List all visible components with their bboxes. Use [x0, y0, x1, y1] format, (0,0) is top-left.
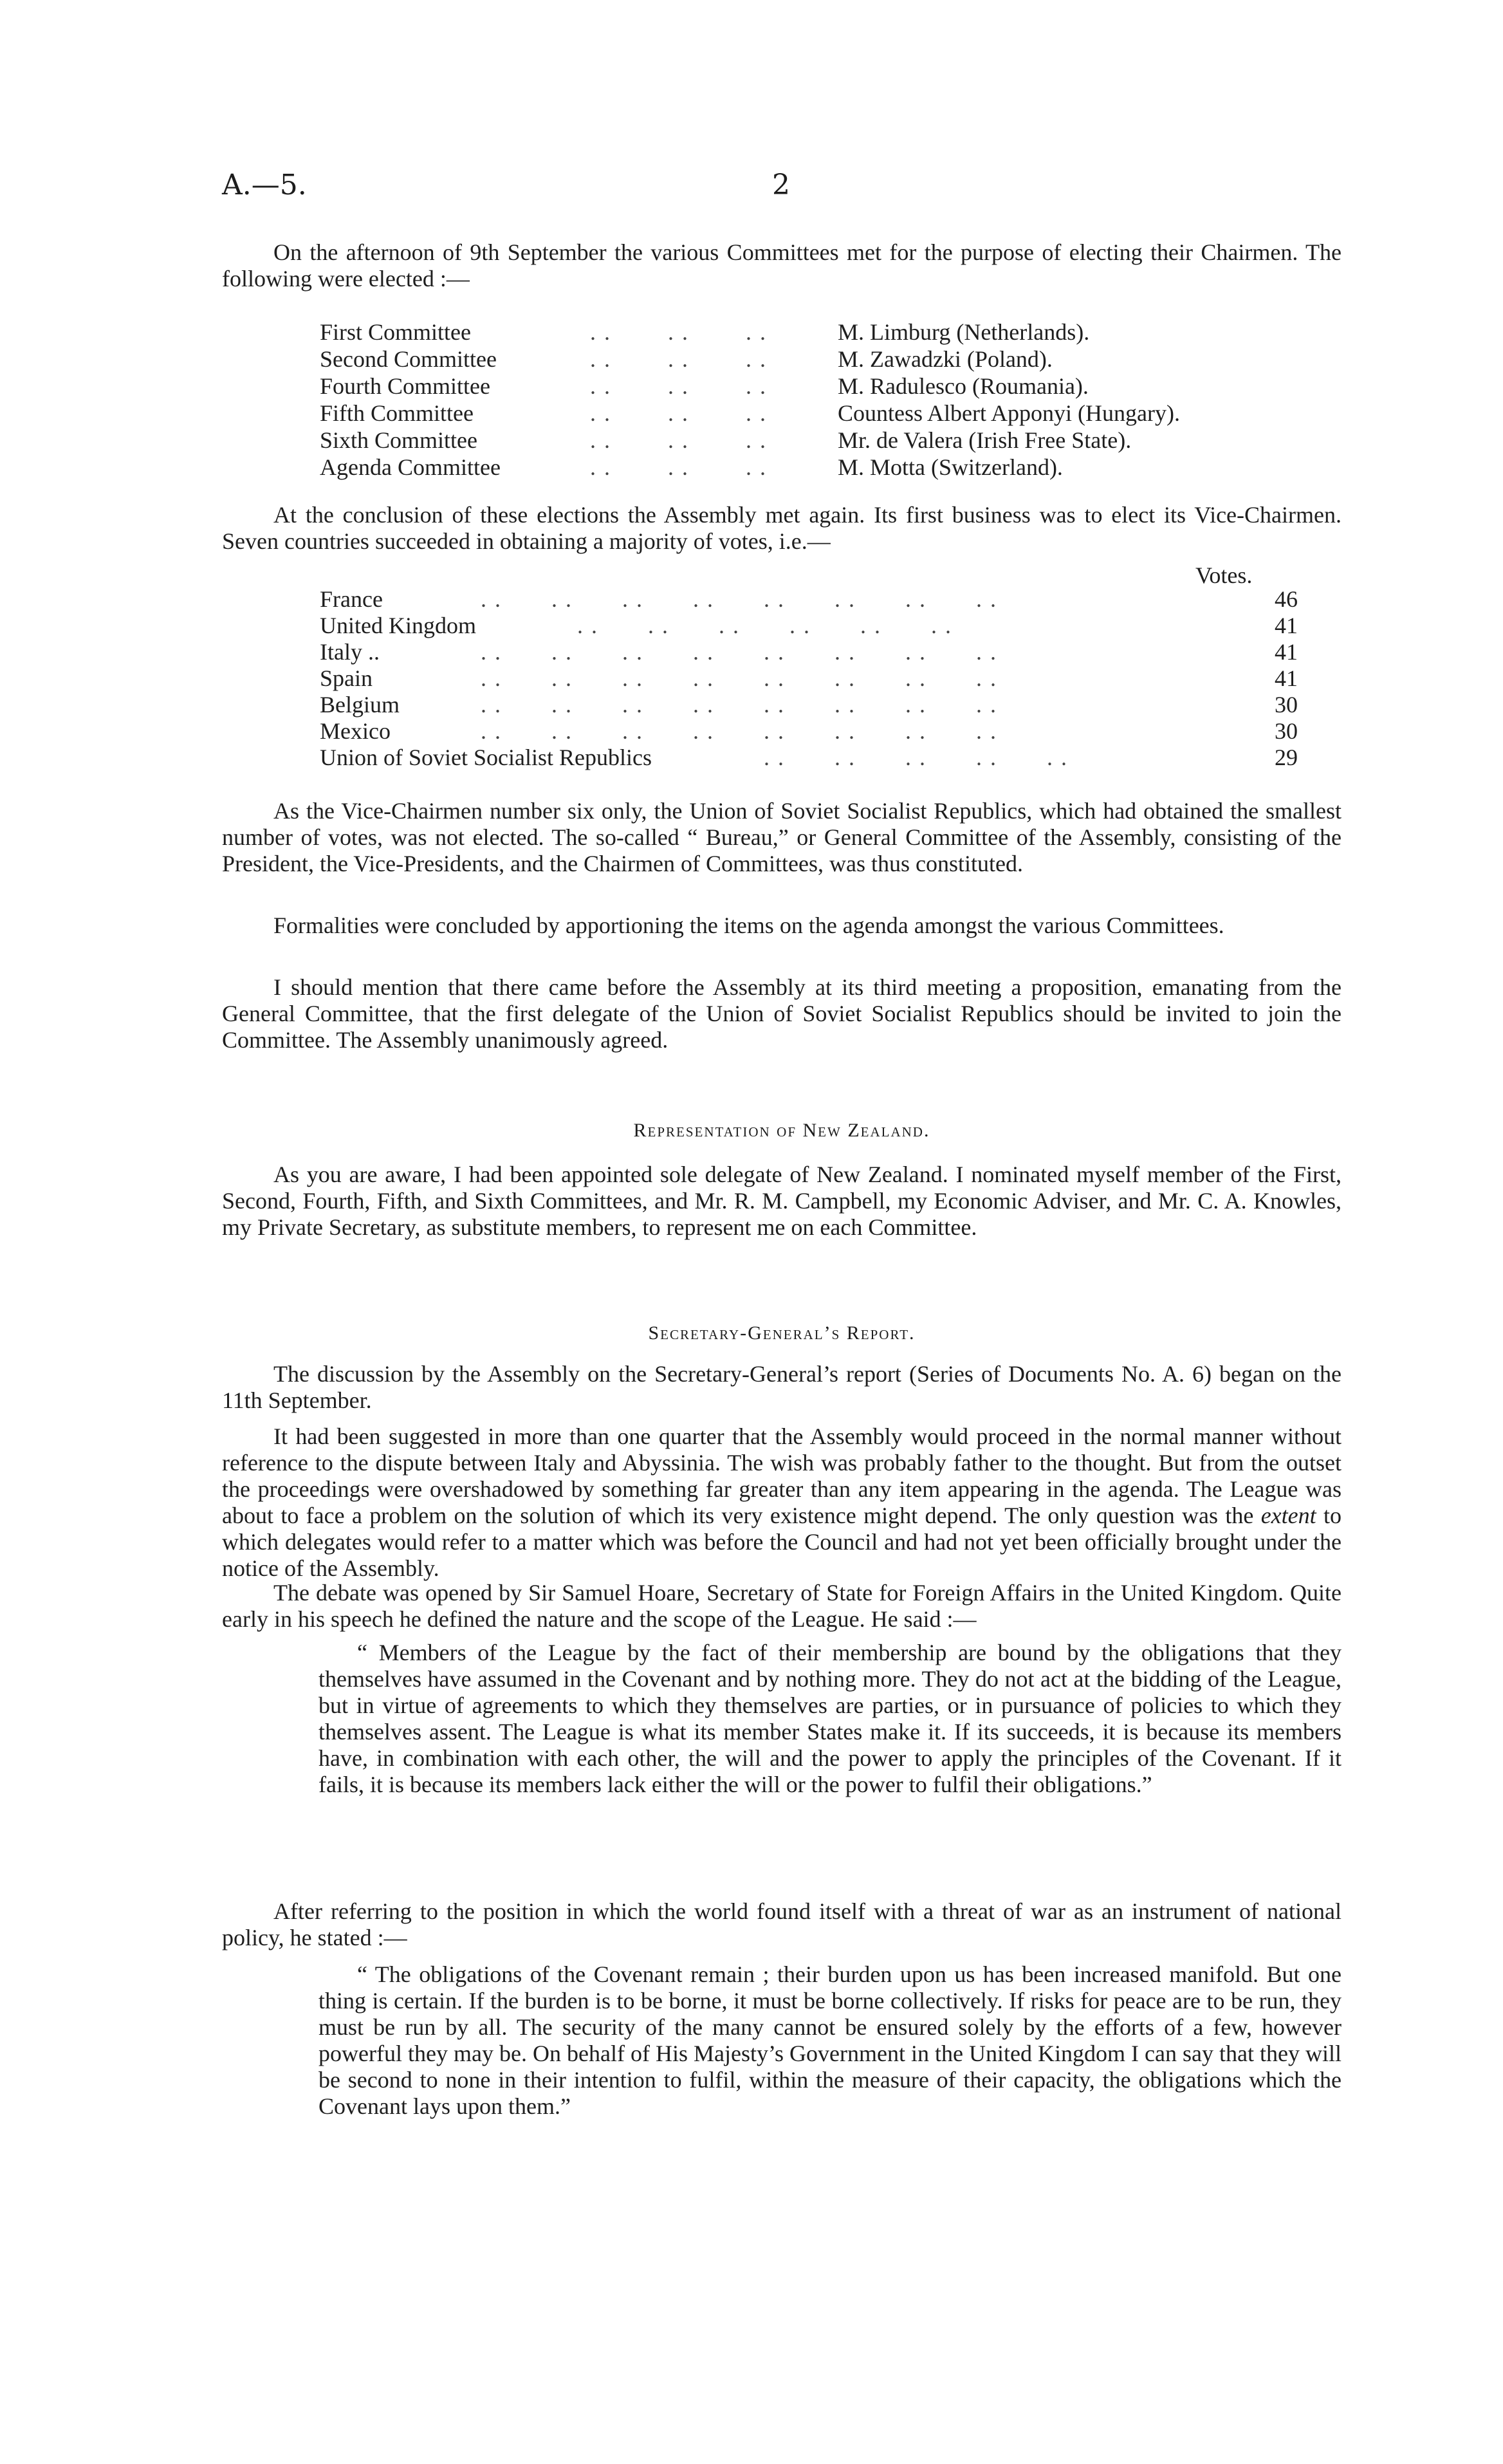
votes-country: Belgium: [320, 692, 400, 718]
votes-country: United Kingdom: [320, 613, 476, 638]
committee-chairman: M. Limburg (Netherlands).: [838, 319, 1090, 345]
votes-row: Spain . . . . . . . . . . . . . . . . 41: [320, 665, 1298, 691]
section-heading-representation: Representation of New Zealand.: [633, 1120, 930, 1141]
committee-row: Fifth Committee . . . . . . Countess Albert Apponyi (Hungary).: [320, 400, 1180, 426]
page-number: 2: [772, 169, 790, 201]
votes-count: 41: [1275, 639, 1298, 665]
committee-row: Agenda Committee . . . . . . M. Motta (Switzerland).: [320, 454, 1063, 480]
votes-count: 30: [1275, 692, 1298, 718]
paragraph-threat-of-war: After referring to the position in which the world found itself with a threat of war as an instrument of national policy, he stated :—: [222, 1898, 1342, 1950]
votes-row: Union of Soviet Socialist Republics . . . . . . . . . . 29: [320, 745, 1298, 770]
votes-column-header: Votes.: [1195, 562, 1253, 588]
committee-chairman: M. Motta (Switzerland).: [838, 454, 1063, 480]
paragraph-committee-elections: On the afternoon of 9th September the various Committees met for the purpose of electing their Chairmen. The following were elected :—: [222, 239, 1342, 292]
committee-name: Second Committee: [320, 346, 497, 372]
document-reference: A.—5.: [222, 169, 307, 201]
committee-chairman: Countess Albert Apponyi (Hungary).: [838, 400, 1180, 426]
committee-chairman: M. Radulesco (Roumania).: [838, 373, 1089, 399]
committee-chairman: Mr. de Valera (Irish Free State).: [838, 427, 1132, 453]
votes-country: Italy ..: [320, 639, 380, 665]
committee-name: First Committee: [320, 319, 472, 345]
votes-count: 29: [1275, 745, 1298, 770]
committee-name: Fourth Committee: [320, 373, 490, 399]
paragraph-proposition: I should mention that there came before the Assembly at its third meeting a proposition, emanating from the General Committee, that the first delegate of the Union of Soviet Socialist Republics should be invited to join the Committee. The Assembly unanimously agreed.: [222, 974, 1342, 1053]
committee-row: Fourth Committee . . . . . . M. Radulesco (Roumania).: [320, 373, 1089, 399]
committee-name: Fifth Committee: [320, 400, 474, 426]
quote-hoare-obligations: “ The obligations of the Covenant remain ; their burden upon us has been increased manifold. But one thing is certain. If the burden is to be borne, it must be borne collectively. If risks for peace are to be run, they must be run by all. The security of the many cannot be ensured solely by the efforts of a few, however powerful they may be. On behalf of His Majesty’s Government in the United Kingdom I can say that they will be second to none in their intention to fulfil, within the measure of their capacity, the obligations which the Covenant lays upon them.”: [318, 1961, 1342, 2119]
section-heading-secretary-general: Secretary-General’s Report.: [648, 1322, 916, 1344]
votes-row: Mexico . . . . . . . . . . . . . . . . 30: [320, 718, 1298, 744]
votes-row: Belgium . . . . . . . . . . . . . . . . 30: [320, 692, 1298, 718]
votes-country: France: [320, 586, 383, 612]
votes-country: Union of Soviet Socialist Republics: [320, 745, 652, 770]
paragraph-representation: As you are aware, I had been appointed sole delegate of New Zealand. I nominated myself member of the First, Second, Fourth, Fifth, and Sixth Committees, and Mr. R. M. Campbell, my Economic Adviser, and Mr. C. A. Knowles, my Private Secretary, as substitute members, to represent me on each Committee.: [222, 1162, 1342, 1240]
votes-row: France . . . . . . . . . . . . . . . . 46: [320, 586, 1298, 612]
committee-row: Sixth Committee . . . . . . Mr. de Valera (Irish Free State).: [320, 427, 1132, 453]
votes-row: Italy .. . . . . . . . . . . . . . . . . 41: [320, 639, 1298, 665]
committee-chairman: M. Zawadzki (Poland).: [838, 346, 1053, 372]
paragraph-formalities: Formalities were concluded by apportioning the items on the agenda amongst the various Committees.: [273, 912, 1224, 938]
committee-row: Second Committee . . . . . . M. Zawadzki (Poland).: [320, 346, 1053, 372]
committee-row: First Committee . . . . . . M. Limburg (Netherlands).: [320, 319, 1090, 345]
paragraph-bureau: As the Vice-Chairmen number six only, the Union of Soviet Socialist Republics, which had obtained the smallest number of votes, was not elected. The so-called “ Bureau,” or General Committee of the Assembly, consisting of the President, the Vice-Presidents, and the Chairmen of Committees, was thus constituted.: [222, 798, 1342, 876]
votes-count: 30: [1275, 718, 1298, 744]
votes-country: Spain: [320, 665, 373, 691]
votes-count: 41: [1275, 665, 1298, 691]
paragraph-overshadowed: It had been suggested in more than one quarter that the Assembly would proceed in the normal manner without reference to the dispute between Italy and Abyssinia. The wish was probably father to the thought. But from the outset the proceedings were overshadowed by something far greater than any item appearing in the agenda. The League was about to face a problem on the solution of which its very existence might depend. The only question was the extent to which delegates would refer to a matter which was before the Council and had not yet been officially brought under the notice of the Assembly.: [222, 1423, 1342, 1581]
paragraph-debate-opened: The debate was opened by Sir Samuel Hoare, Secretary of State for Foreign Affairs in the United Kingdom. Quite early in his speech he defined the nature and the scope of the League. He said :—: [222, 1580, 1342, 1632]
votes-row: United Kingdom . . . . . . . . . . . . 41: [320, 613, 1298, 638]
quote-hoare-membership: “ Members of the League by the fact of their membership are bound by the obligations that they themselves have assumed in the Covenant and by nothing more. They do not act at the bidding of the League, but in virtue of agreements to which they themselves are parties, or in pursuance of policies to which they themselves assent. The League is what its member States make it. If its succeeds, it is because its members have, in combination with each other, the will and the power to apply the principles of the Covenant. If it fails, it is because its members lack either the will or the power to fulfil their obligations.”: [318, 1640, 1342, 1797]
paragraph-discussion: The discussion by the Assembly on the Secretary-General’s report (Series of Documents No. A. 6) began on the 11th September.: [222, 1361, 1342, 1413]
votes-count: 41: [1275, 613, 1298, 638]
paragraph-vice-chairmen: At the conclusion of these elections the Assembly met again. Its first business was to elect its Vice-Chairmen. Seven countries succeeded in obtaining a majority of votes, i.e.—: [222, 502, 1342, 554]
committee-name: Agenda Committee: [320, 454, 501, 480]
votes-count: 46: [1275, 586, 1298, 612]
committee-name: Sixth Committee: [320, 427, 478, 453]
votes-country: Mexico: [320, 718, 391, 744]
